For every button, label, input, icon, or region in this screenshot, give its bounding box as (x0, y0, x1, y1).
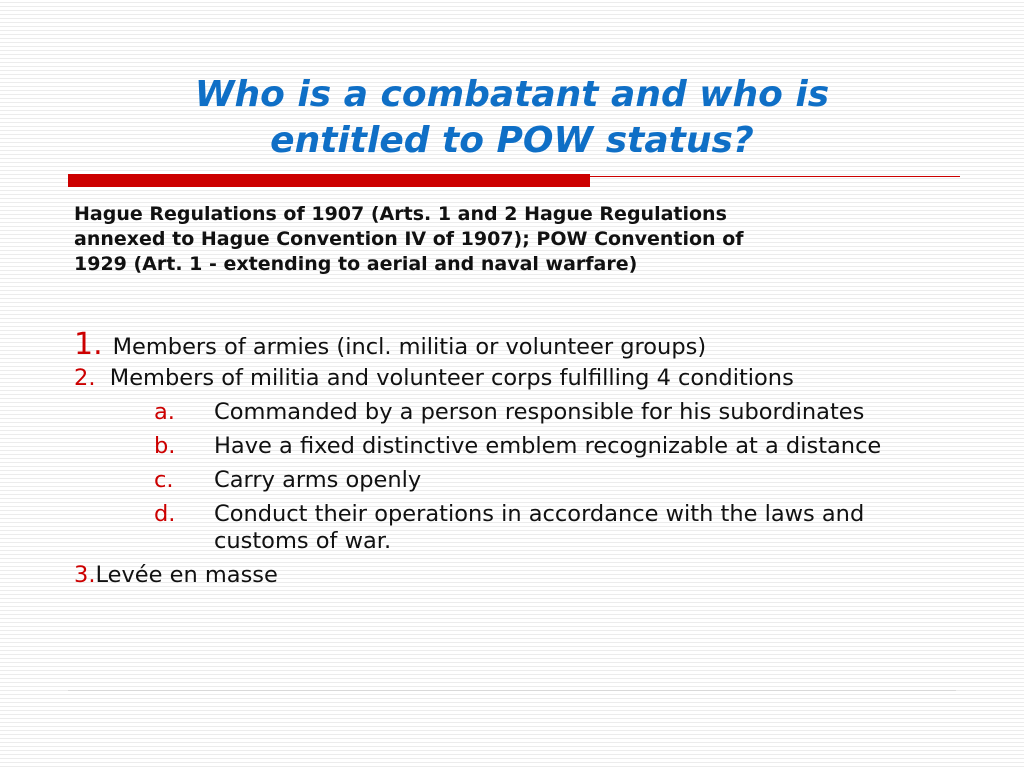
list-item-2 (74, 365, 974, 392)
sublist-text-a: Commanded by a person responsible for his subordinates (214, 399, 865, 425)
list-text-2: Members of militia and volunteer corps fulfilling 4 conditions (109, 365, 794, 391)
sublist-item-a (74, 399, 974, 426)
list-number-3: 3. (74, 562, 96, 588)
slide-title-line-2: entitled to POW status? (270, 120, 754, 161)
sublist-item-c (74, 467, 974, 494)
footer-divider (68, 690, 956, 691)
sublist-letter-a: a. (154, 399, 175, 425)
slide-title (90, 72, 934, 164)
intro-line-1: Hague Regulations of 1907 (Arts. 1 and 2 Hague Regulations (74, 203, 727, 225)
title-divider-line (590, 176, 960, 177)
title-divider-bar (68, 174, 590, 187)
sublist-item-d (74, 501, 974, 555)
list-number-1: 1. (74, 327, 103, 362)
sublist-text-d: Conduct their operations in accordance with the laws and customs of war. (214, 501, 865, 554)
list-item-3 (74, 562, 974, 589)
intro-paragraph (74, 202, 954, 277)
intro-line-2: annexed to Hague Convention IV of 1907); POW Convention of (74, 228, 744, 250)
list-item-1 (74, 327, 974, 362)
list-text-1: Members of armies (incl. militia or volunteer groups) (112, 334, 707, 360)
list-number-2: 2. (74, 365, 96, 391)
sublist-letter-b: b. (154, 433, 176, 459)
slide-title-line-1: Who is a combatant and who is (194, 74, 830, 115)
sublist-item-b (74, 433, 974, 460)
intro-line-3: 1929 (Art. 1 - extending to aerial and naval warfare) (74, 253, 638, 275)
sublist-letter-d: d. (154, 501, 176, 527)
sublist-letter-c: c. (154, 467, 174, 493)
list-text-3: Levée en masse (95, 562, 278, 588)
combatant-list (74, 327, 974, 589)
sublist-text-b: Have a fixed distinctive emblem recognizable at a distance (214, 433, 882, 459)
sublist-text-c: Carry arms openly (214, 467, 422, 493)
